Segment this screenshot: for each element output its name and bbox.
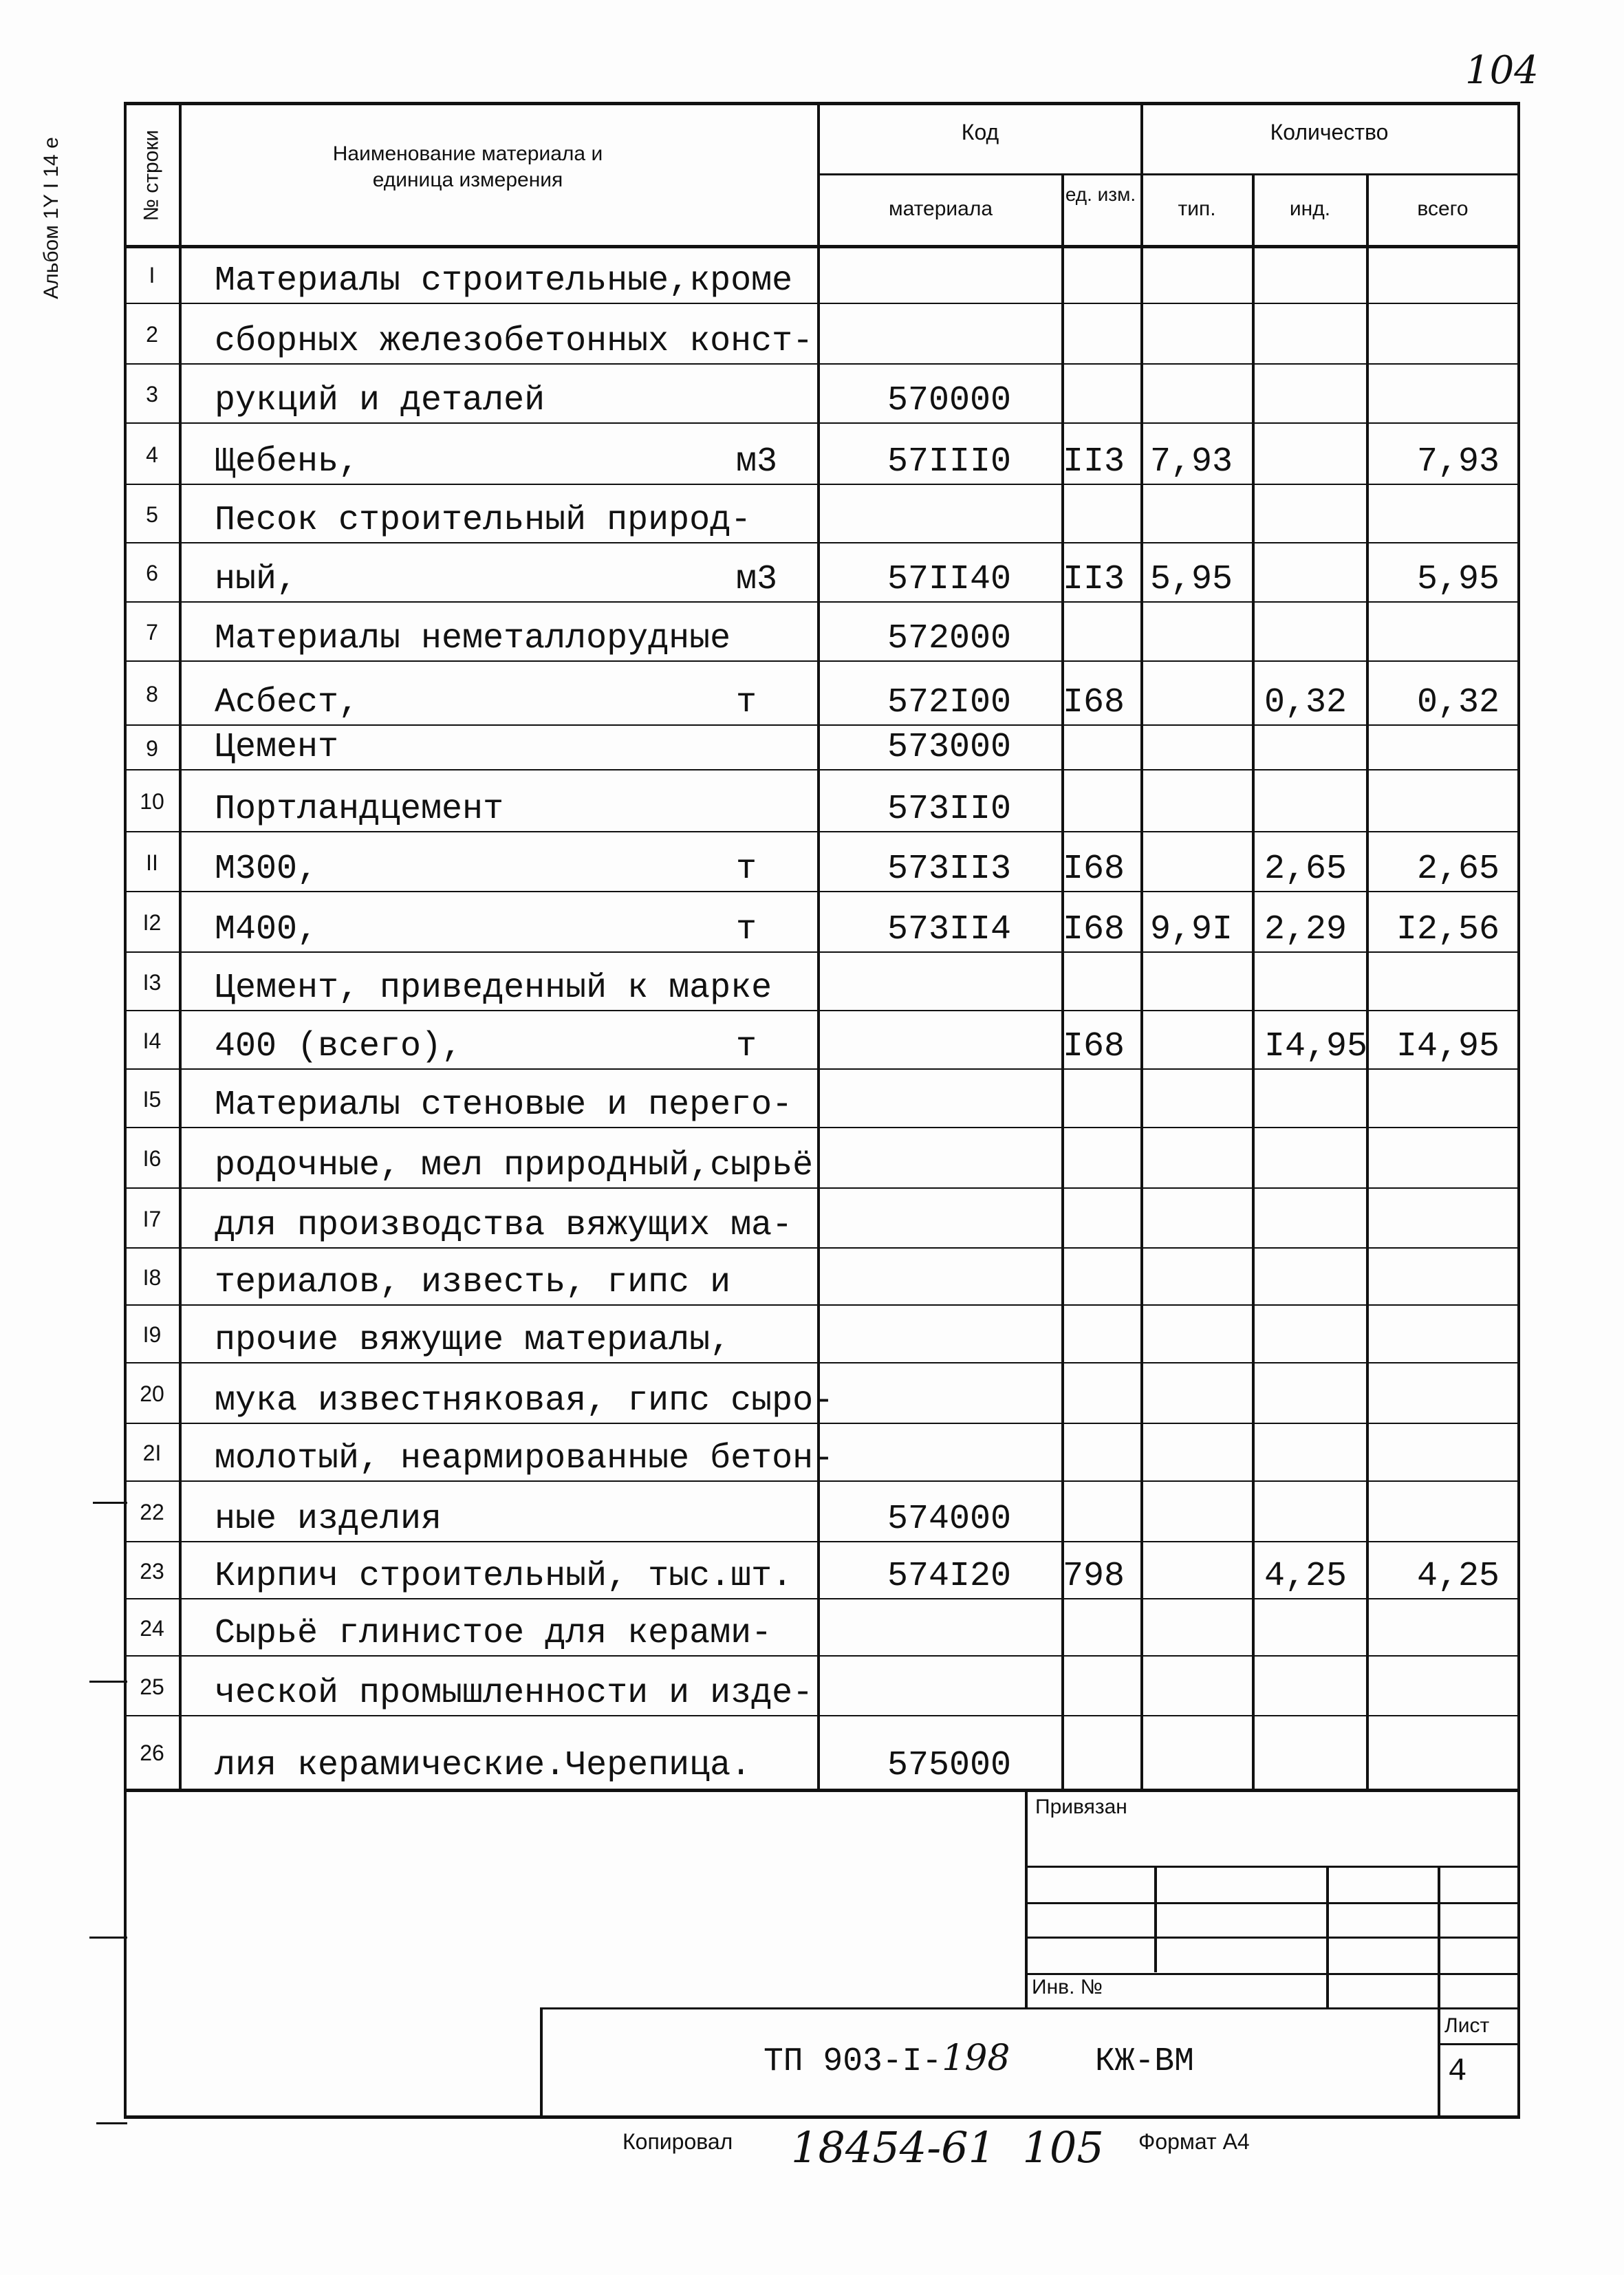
cell-name: Песок строительный природ-: [215, 501, 752, 540]
cell-no: I6: [142, 1146, 162, 1171]
row-divider: [124, 1362, 1520, 1363]
table-row: [0, 1424, 1624, 1482]
cell-total: 4,25: [1416, 1557, 1500, 1596]
margin-tick: [93, 1502, 127, 1504]
cell-name: родочные, мел природный,сырьё: [215, 1146, 814, 1185]
margin-tick: [89, 1681, 127, 1683]
table-row: [0, 892, 1624, 953]
row-divider: [124, 422, 1520, 424]
cell-code: 57II40: [887, 560, 1012, 599]
header-code-material: материала: [888, 197, 993, 220]
cell-ed: I68: [1063, 850, 1125, 889]
cell-total: I4,95: [1396, 1027, 1500, 1066]
header-qty-total: всего: [1417, 197, 1469, 220]
cell-name: Цемент: [215, 728, 339, 767]
table-row: [0, 1363, 1624, 1424]
row-divider: [124, 724, 1520, 726]
footer-format: Формат А4: [1138, 2129, 1250, 2154]
cell-name: Сырьё глинистое для керами-: [215, 1614, 772, 1653]
margin-tick: [96, 2122, 127, 2124]
cell-name: ный,: [215, 560, 298, 599]
cell-no: 6: [146, 561, 158, 585]
cell-ed: II3: [1063, 560, 1125, 599]
row-divider: [124, 831, 1520, 832]
footer-copy-number: 18454-61 105: [791, 2122, 1104, 2172]
row-divider: [124, 1010, 1520, 1011]
table-row: [0, 1189, 1624, 1249]
cell-name: мука известняковая, гипс сыро-: [215, 1381, 834, 1421]
cell-name: Щебень,: [215, 442, 360, 482]
row-divider: [124, 1655, 1520, 1657]
row-divider: [124, 601, 1520, 603]
cell-name: териалов, известь, гипс и: [215, 1263, 731, 1302]
cell-no: 23: [140, 1558, 164, 1584]
table-row: [0, 1306, 1624, 1363]
cell-ed: I68: [1063, 910, 1125, 949]
table-row: [0, 662, 1624, 726]
row-divider: [124, 1127, 1520, 1128]
table-row: [0, 485, 1624, 543]
row-divider: [124, 891, 1520, 892]
cell-code: 572000: [887, 619, 1012, 658]
cell-name: Цемент, приведенный к марке: [215, 969, 772, 1008]
header-quantity: Количество: [1270, 120, 1389, 144]
cell-no: 25: [140, 1674, 164, 1699]
cell-no: 22: [140, 1500, 164, 1524]
cell-no: 8: [146, 681, 158, 707]
cell-code: 573000: [887, 728, 1012, 767]
margin-tick: [89, 1937, 127, 1939]
table-row: [0, 365, 1624, 424]
cell-no: 2I: [142, 1441, 162, 1465]
cell-name: Материалы строительные,кроме: [215, 261, 793, 301]
cell-name: рукций и деталей: [215, 381, 545, 420]
cell-name: ные изделия: [215, 1500, 442, 1539]
row-divider: [124, 660, 1520, 662]
row-divider: [124, 484, 1520, 485]
cell-total: 7,93: [1416, 442, 1500, 482]
cell-ind: 0,32: [1264, 683, 1347, 722]
cell-no: 2: [146, 322, 158, 347]
row-divider: [124, 1187, 1520, 1189]
cell-code: 574000: [887, 1500, 1012, 1539]
row-divider: [124, 1715, 1520, 1716]
cell-name: прочие вяжущие материалы,: [215, 1321, 731, 1360]
cell-ed: II3: [1063, 442, 1125, 482]
cell-name: Портландцемент: [215, 790, 504, 829]
row-divider: [124, 769, 1520, 770]
row-divider: [124, 1423, 1520, 1424]
cell-name: для производства вяжущих ма-: [215, 1206, 793, 1245]
cell-code: 572I00: [887, 683, 1012, 722]
stamp-sheet-number: 4: [1448, 2053, 1467, 2089]
row-divider: [124, 542, 1520, 543]
cell-ind: 2,65: [1264, 850, 1347, 889]
cell-typ: 7,93: [1150, 442, 1233, 482]
cell-ind: 2,29: [1264, 910, 1347, 949]
cell-unit: т: [736, 1027, 757, 1066]
cell-name: Асбест,: [215, 683, 360, 722]
cell-code: 57III0: [887, 442, 1012, 482]
cell-ind: 4,25: [1264, 1557, 1347, 1596]
table-row: [0, 770, 1624, 832]
cell-ed: I68: [1063, 1027, 1125, 1066]
cell-no: 5: [146, 502, 158, 527]
cell-name: 400 (всего),: [215, 1027, 463, 1066]
stamp-inv-no: Инв. №: [1032, 1976, 1103, 1998]
table-row: [0, 1482, 1624, 1542]
header-name: Наименование материала и единица измерения: [332, 142, 603, 191]
table-row: [0, 1716, 1624, 1789]
doc-prefix: ТП 903-I-: [764, 2043, 942, 2080]
cell-no: II: [146, 850, 158, 875]
row-divider: [124, 363, 1520, 365]
cell-name: сборных железобетонных конст-: [215, 322, 814, 361]
album-label: Альбом 1Y I 14 e: [40, 137, 63, 299]
row-divider: [124, 1304, 1520, 1306]
header-qty-typ: тип.: [1178, 197, 1216, 220]
table-row: [0, 1599, 1624, 1657]
cell-no: 26: [140, 1740, 164, 1765]
row-divider: [124, 1247, 1520, 1249]
cell-code: 575000: [887, 1746, 1012, 1785]
cell-code: 570000: [887, 381, 1012, 420]
cell-no: 20: [140, 1381, 164, 1406]
cell-ind: I4,95: [1264, 1027, 1368, 1066]
cell-total: 0,32: [1416, 683, 1500, 722]
cell-no: 24: [140, 1615, 164, 1641]
cell-total: 2,65: [1416, 850, 1500, 889]
cell-name: Материалы стеновые и перего-: [215, 1086, 793, 1125]
table-row: [0, 543, 1624, 603]
table-row: [0, 1249, 1624, 1306]
stamp-sheet-label: Лист: [1444, 2014, 1490, 2037]
cell-no: I9: [142, 1322, 162, 1347]
header-qty-ind: инд.: [1289, 197, 1331, 220]
cell-no: 10: [140, 789, 164, 814]
cell-name: М300,: [215, 850, 318, 889]
table-row: [0, 246, 1624, 304]
cell-no: 7: [146, 620, 158, 645]
cell-no: I4: [142, 1028, 162, 1053]
doc-number: 198: [942, 2038, 1010, 2079]
cell-no: I7: [142, 1206, 162, 1231]
header-code-unit: ед. изм.: [1065, 184, 1136, 205]
stamp-document-code: [764, 2038, 1194, 2080]
table-row: [0, 304, 1624, 365]
cell-unit: м3: [736, 560, 778, 599]
row-divider: [124, 1480, 1520, 1482]
cell-unit: т: [736, 910, 757, 949]
cell-no: I2: [142, 910, 162, 935]
cell-total: I2,56: [1396, 910, 1500, 949]
cell-name: Материалы неметаллорудные: [215, 619, 731, 658]
cell-unit: т: [736, 850, 757, 889]
cell-name: молотый, неармированные бетон-: [215, 1439, 834, 1478]
cell-typ: 9,9I: [1150, 910, 1233, 949]
cell-unit: т: [736, 683, 757, 722]
table-row: [0, 603, 1624, 662]
table-row: [0, 726, 1624, 770]
cell-name: М400,: [215, 910, 318, 949]
table-row: [0, 832, 1624, 892]
cell-no: 3: [146, 382, 158, 407]
cell-name: ческой промышленности и изде-: [215, 1674, 814, 1713]
header-code: Код: [961, 120, 999, 144]
row-divider: [124, 1541, 1520, 1542]
stamp-bound-label: Привязан: [1035, 1796, 1127, 1818]
cell-name: Кирпич строительный, тыс.шт.: [215, 1557, 793, 1596]
table-row: [0, 1011, 1624, 1070]
cell-no: I: [149, 263, 155, 288]
cell-total: 5,95: [1416, 560, 1500, 599]
table-row: [0, 1542, 1624, 1599]
cell-no: I8: [142, 1264, 162, 1290]
table-row: [0, 1128, 1624, 1189]
header-row-no: № строки: [140, 129, 163, 222]
cell-no: I5: [142, 1086, 162, 1112]
cell-ed: I68: [1063, 683, 1125, 722]
cell-no: 9: [146, 735, 158, 761]
cell-no: 4: [146, 442, 158, 467]
row-divider: [124, 951, 1520, 953]
cell-name: лия керамические.Черепица.: [215, 1746, 752, 1785]
table-row: [0, 1657, 1624, 1716]
cell-no: I3: [142, 969, 162, 995]
row-divider: [124, 1598, 1520, 1599]
cell-unit: м3: [736, 442, 778, 482]
cell-typ: 5,95: [1150, 560, 1233, 599]
page-number-mark: 104: [1465, 48, 1539, 93]
row-divider: [124, 303, 1520, 304]
cell-code: 573II0: [887, 790, 1012, 829]
table-row: [0, 424, 1624, 485]
footer-copied-label: Копировал: [622, 2129, 733, 2154]
table-row: [0, 953, 1624, 1011]
cell-code: 573II4: [887, 910, 1012, 949]
cell-ed: 798: [1063, 1557, 1125, 1596]
table-row: [0, 1070, 1624, 1128]
cell-code: 574I20: [887, 1557, 1012, 1596]
cell-code: 573II3: [887, 850, 1012, 889]
row-divider: [124, 1068, 1520, 1070]
doc-suffix: КЖ-ВМ: [1094, 2043, 1194, 2080]
